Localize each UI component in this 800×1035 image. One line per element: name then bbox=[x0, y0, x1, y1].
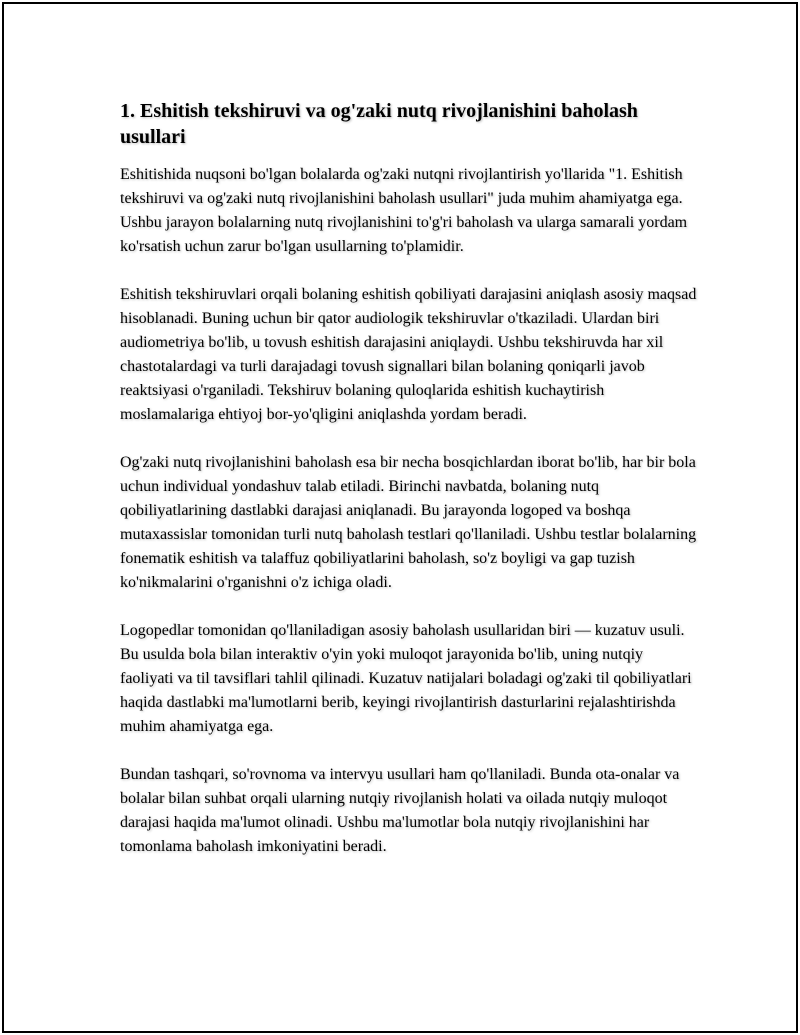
paragraph-1: Eshitishida nuqsoni bo'lgan bolalarda og'zaki nutqni rivojlantirish yo'llarida "1. Eshitish tekshiruvi va og'zaki nutq rivojlanishini baholash usullari" juda muhim ahamiyatga ega. Ushbu jarayon bolalarning nutq rivojlanishini to'g'ri baholash va ularga samarali yordam ko'rsatish uchun zarur bo'lgan usullarning to'plamidir. bbox=[120, 166, 688, 255]
paragraph-4: Logopedlar tomonidan qo'llaniladigan asosiy baholash usullaridan biri — kuzatuv usuli. Bu usulda bola bilan interaktiv o'yin yoki muloqot jarayonida bo'lib, uning nutqiy faoliyati va til tavsiflari tahlil qilinadi. Kuzatuv natijalari boladagi og'zaki til qobiliyatlari haqida dastlabki ma'lumotlarni berib, keyingi rivojlantirish dasturlarini rejalashtirishda muhim ahamiyatga ega. bbox=[120, 622, 692, 735]
page-frame bbox=[2, 2, 798, 1033]
document-body bbox=[120, 98, 700, 883]
paragraph-5: Bundan tashqari, so'rovnoma va intervyu usullari ham qo'llaniladi. Bunda ota-onalar va bolalar bilan suhbat orqali ularning nutqiy rivojlanish holati va oilada nutqiy muloqot darajasi haqida ma'lumot olinadi. Ushbu ma'lumotlar bola nutqiy rivojlanishini har tomonlama baholash imkoniyatini beradi. bbox=[120, 766, 680, 855]
document-title: 1. Eshitish tekshiruvi va og'zaki nutq rivojlanishini baholash usullari bbox=[120, 100, 638, 148]
paragraph-3: Og'zaki nutq rivojlanishini baholash esa bir necha bosqichlardan iborat bo'lib, har bir bola uchun individual yondashuv talab etiladi. Birinchi navbatda, bolaning nutq qobiliyatlarining dastlabki darajasi aniqlanadi. Bu jarayonda logoped va boshqa mutaxassislar tomonidan turli nutq baholash testlari qo'llaniladi. Ushbu testlar bolalarning fonematik eshitish va talaffuz qobiliyatlarini baholash, so'z boyligi va gap tuzish ko'nikmalarini o'rganishni o'z ichiga oladi. bbox=[120, 454, 697, 591]
paragraph-2: Eshitish tekshiruvlari orqali bolaning eshitish qobiliyati darajasini aniqlash asosiy maqsad hisoblanadi. Buning uchun bir qator audiologik tekshiruvlar o'tkaziladi. Ulardan biri audiometriya bo'lib, u tovush eshitish darajasini aniqlaydi. Ushbu tekshiruvda har xil chastotalardagi va turli darajadagi tovush signallari bilan bolaning qoniqarli javob reaktsiyasi o'rganiladi. Tekshiruv bolaning quloqlarida eshitish kuchaytirish moslamalariga ehtiyoj bor-yo'qligini aniqlashda yordam beradi. bbox=[120, 286, 697, 423]
